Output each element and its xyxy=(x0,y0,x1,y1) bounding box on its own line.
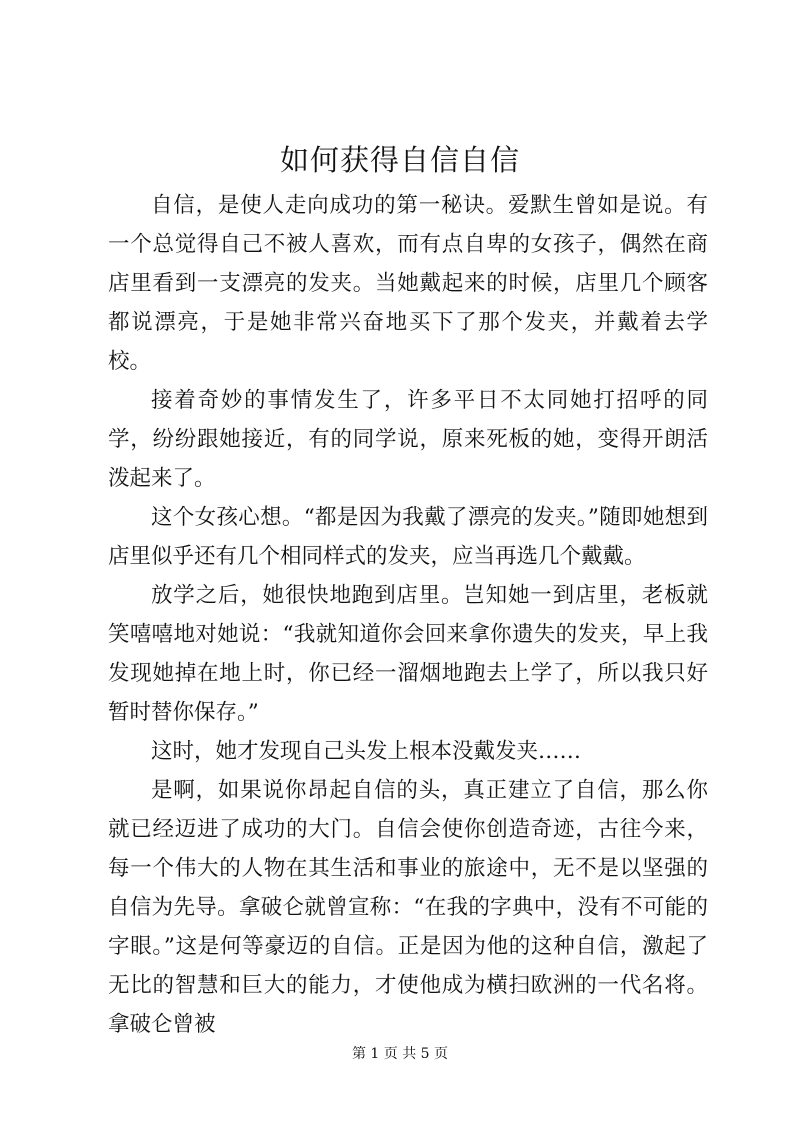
paragraph: 这时，她才发现自己头发上根本没戴发夹…… xyxy=(151,739,582,764)
page-footer: 第 1 页 共 5 页 xyxy=(351,1046,449,1062)
paragraph: 放学之后，她很快地跑到店里。岂知她一到店里，老板就笑嘻嘻地对她说：“我就知道你会回来拿你遗失的发夹，早上我发现她掉在地上时，你已经一溜烟地跑去上学了，所以我只好暂时替你保存。” xyxy=(108,583,708,725)
paragraph: 自信，是使人走向成功的第一秘诀。爱默生曾如是说。有一个总觉得自己不被人喜欢，而有点自卑的女孩子，偶然在商店里看到一支漂亮的发夹。当她戴起来的时候，店里几个顾客都说漂亮，于是她非常兴奋地买下了那个发夹，并戴着去学校。 xyxy=(108,193,708,374)
paragraph: 这个女孩心想。“都是因为我戴了漂亮的发夹。”随即她想到店里似乎还有几个相同样式的发夹，应当再选几个戴戴。 xyxy=(108,505,708,569)
document-body xyxy=(108,186,708,1044)
document-title: 如何获得自信自信 xyxy=(279,143,520,177)
paragraph: 接着奇妙的事情发生了，许多平日不太同她打招呼的同学，纷纷跟她接近，有的同学说，原来死板的她，变得开朗活泼起来了。 xyxy=(108,388,708,491)
paragraph: 是啊，如果说你昂起自信的头，真正建立了自信，那么你就已经迈进了成功的大门。自信会使你创造奇迹，古往今来，每一个伟大的人物在其生活和事业的旅途中，无不是以坚强的自信为先导。拿破仑就曾宣称：“在我的字典中，没有不可能的字眼。”这是何等豪迈的自信。正是因为他的这种自信，激起了无比的智慧和巨大的能力，才使他成为横扫欧洲的一代名将。拿破仑曾被 xyxy=(108,778,708,1037)
